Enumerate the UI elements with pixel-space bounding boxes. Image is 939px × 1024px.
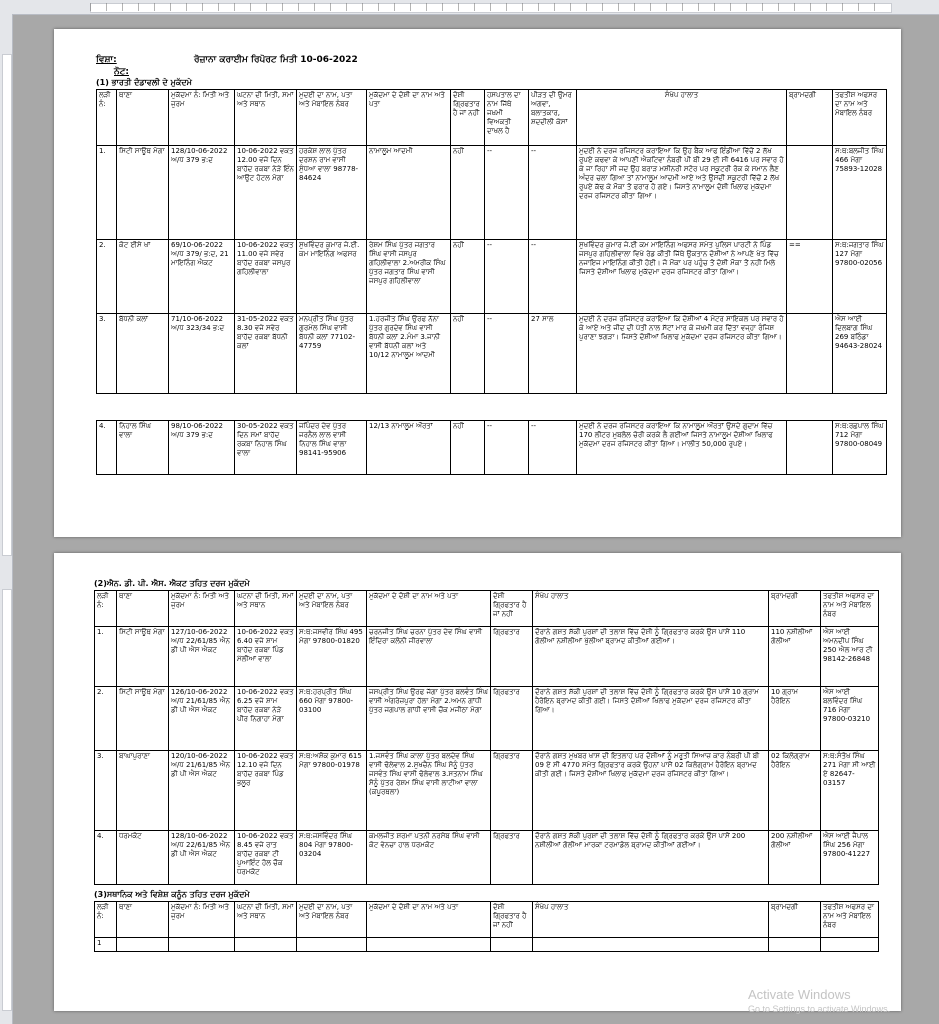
header-cell: ਥਾਣਾ <box>117 591 169 627</box>
cell: 27 ਸਾਲ <box>529 314 577 394</box>
cell: 120/10-06-2022 ਅ/ਧ 21/61/85 ਐਨ ਡੀ ਪੀ ਐਸ ਐਕਟ <box>169 751 235 831</box>
table-header-row <box>97 90 887 146</box>
cell: ਕੋਟ ਈਸੇ ਖਾਂ <box>117 240 169 314</box>
cell <box>235 938 297 952</box>
horizontal-ruler <box>0 0 939 15</box>
cell: ਐਸ ਆਈ ਜੈਪਾਲ ਸਿੰਘ 256 ਮੋਗਾ 97800-41227 <box>821 831 879 885</box>
cell: ਸੁਖਵਿੰਦਰ ਕੁਮਾਰ ਜੇ.ਈ. ਕਮ ਮਾਇਨਿੰਗ ਅਫਸਰ <box>297 240 367 314</box>
document-page-2 <box>54 553 901 1011</box>
cell: ਸ:ਥ:ਜਗਤਾਰ ਸਿੰਘ 127 ਮੋਗਾ 97800-02056 <box>833 240 887 314</box>
cell: ਸ:ਥ:ਜਸਵੀਰ ਸਿੰਘ 495 ਮੋਗਾ 97800-01820 <box>297 627 367 687</box>
cell: ਸਿਟੀ ਸਾਊਥ ਮੋਗਾ <box>117 627 169 687</box>
cell: 4. <box>95 831 117 885</box>
cell: ਸੁਖਵਿੰਦਰ ਕੁਮਾਰ ਜੇ.ਈ ਕਮ ਮਾਇਨਿੰਗ ਅਫਸਰ ਸਮੇਤ ਪੁਲਿਸ ਪਾਰਟੀ ਨੇ ਪਿੰਡ ਜਸਪੁਰ ਗਹਿਲੀਵਾਲਾ ਵਿਖੇ ਰੇਡ ਕੀਤੀ ਜਿੱਥੇ ਉਕਤਾਨ ਦੋਸ਼ੀਆਂ ਨੇ ਆਪਣੇ ਖੇਤ ਵਿੱਚ ਨਜਾਇਜ ਮਾਇਨਿੰਗ ਕੀਤੀ ਹੋਈ। ਜੋ ਮੌਕਾ ਪਰ ਪਹੁੰਚ ਤੋਂ ਦੋਸ਼ੀ ਮੌਕਾ ਤੋਂ ਨਹੀਂ ਮਿਲੇ ਜਿਸਤੇ ਦੋਸ਼ੀਆਂ ਖਿਲਾਫ ਮੁਕੱਦਮਾ ਦਰਜ ਰਜਿਸਟਰ ਕੀਤਾ ਗਿਆ। <box>577 240 787 314</box>
table-row <box>95 751 879 831</box>
cell: 10-06-2022 ਵਕਤ 6.40 ਵਜੇ ਸ਼ਾਮ ਬਾਹੱਦ ਰਕਬਾ ਪਿੰਡ ਮੱਲੀਆਂ ਵਾਲਾ <box>235 627 297 687</box>
cell: ਜਪਿੰਦਰ ਦੇਵ ਪੁੱਤਰ ਜਰਨੈਲ ਲਾਲ ਵਾਸੀ ਨਿਹਾਲ ਸਿੰਘ ਵਾਲਾ 98141-95906 <box>297 421 367 475</box>
cell: ਬਾਘਾਪੁਰਾਣਾ <box>117 751 169 831</box>
cell: 128/10-06-2022 ਅ/ਧ 379 ਭ:ਦ <box>169 146 235 240</box>
cell: -- <box>485 240 529 314</box>
cell: ਜਸਪ੍ਰੀਤ ਸਿੰਘ ਉਰਫ ਜੱਗਾ ਪੁੱਤਰ ਬਲਵੰਤ ਸਿੰਘ ਵਾਸੀ ਅੰਗਰੇਜ਼ਪੁਰਾ ਹੱਲਾ ਮੋਗਾ 2.ਅਮਨ ਗਾਂਧੀ ਪੁੱਤਰ ਜਗਪਾਲ ਗਾਂਧੀ ਵਾਸੀ ਚੌਕ ਮਜੀਠਾ ਮੋਗਾ <box>367 687 491 751</box>
cell <box>787 314 833 394</box>
local-special-law-cases-table <box>94 901 879 952</box>
cell: 3. <box>95 751 117 831</box>
cell: ਬੱਧਨੀ ਕਲਾਂ <box>117 314 169 394</box>
ndps-cases-table <box>94 590 879 885</box>
cell: ਸ:ਥ:ਬਲਜੀਤ ਸਿੰਘ 466 ਮੋਗਾ 75893-12028 <box>833 146 887 240</box>
cell: ਮੁਦਈ ਨੇ ਦਰਜ ਰਜਿਸਟਰ ਕਰਾਇਆ ਕਿ ਨਾਮਾਲੂਮ ਔਰਤਾਂ ਉਸਦੇ ਗੁਦਾਮ ਵਿੱਚ 170 ਲੀਟਰ ਮੁਬਲੋਲ ਚੋਰੀ ਕਰਕੇ ਲੈ ਗਈਆਂ ਜਿਸਤੇ ਨਾਮਾਲੂਮ ਦੋਸ਼ੀਆ ਖਿਲਾਫ ਮੁਕੱਦਮਾ ਦਰਜ ਰਜਿਸਟਰ ਕੀਤਾ ਗਿਆ। ਮਾਲੀਤ 50,000 ਰੁਪਏ। <box>577 421 787 475</box>
table-header-row <box>95 902 879 938</box>
section-3-heading: (3)ਸਥਾਨਿਕ ਅਤੇ ਵਿਸ਼ੇਸ਼ ਕਨੂੰਨ ਤਹਿਤ ਦਰਜ ਮੁਕੱਦਮੇ <box>94 890 250 899</box>
cell: 10-06-2022 ਵਕਤ 8.45 ਵਜੇ ਰਾਤ ਬਾਹੱਦ ਰਕਬਾ ਟੀ ਪੁਆਇੰਟ ਹੋਲ ਚੌਕ ਧਰਮਕੋਟ <box>235 831 297 885</box>
cell: 2. <box>95 687 117 751</box>
header-cell: ਮੁਕੱਦਮਾ ਦੇ ਦੋਸ਼ੀ ਦਾ ਨਾਮ ਅਤੇ ਪਤਾ <box>367 591 491 627</box>
cell: ਦੌਰਾਨੇ ਗਸ਼ਤ ਸ਼ੱਕੀ ਪੁਰਸ਼ਾਂ ਦੀ ਤਲਾਸ਼ ਵਿੱਚ ਦੋਸ਼ੀ ਨੂੰ ਗ੍ਰਿਫਤਾਰ ਕਰਕੇ ਉਸ ਪਾਸੋਂ 200 ਨਸ਼ੀਲੀਆਂ ਗੋਲੀਆਂ ਮਾਰਕਾ ਟਰਮਾਡੋਲ ਬ੍ਰਾਮਦ ਕੀਤੀਆਂ ਗਈਆਂ। <box>533 831 769 885</box>
cell: ਨਿਹਾਲ ਸਿੰਘ ਵਾਲਾ <box>117 421 169 475</box>
cell: ਚਰਨਜੀਤ ਸਿੰਘ ਚਰਨਾ ਪੁੱਤਰ ਦੇਵ ਸਿੰਘ ਵਾਸੀ ਇੰਦਿਰਾ ਕਲੋਨੀ ਜੀਰਵਾਲਾ <box>367 627 491 687</box>
cell: ਧਰਮਕੋਟ <box>117 831 169 885</box>
table-row <box>97 240 887 314</box>
header-cell: ਘਟਨਾ ਦੀ ਮਿਤੀ, ਸਮਾਂ ਅਤੇ ਸਥਾਨ <box>235 591 297 627</box>
header-cell: ਤਫਤੀਸ਼ ਅਫਸਰ ਦਾ ਨਾਮ ਅਤੇ ਮੋਬਾਇਲ ਨੰਬਰ <box>821 591 879 627</box>
header-cell: ਪੀੜਤ ਦੀ ਉਮਰ ਅਗਵਾ, ਬਲਾਤਕਾਰ, ਸ਼ਦਦੀਲੀ ਕੇਸਾਂ <box>529 90 577 146</box>
section-1-heading: (1) ਭਾਰਤੀ ਦੰਡਾਵਲੀ ਦੇ ਮੁਕੱਦਮੇ <box>96 78 192 87</box>
cell: 31-05-2022 ਵਕਤ 8.30 ਵਜੇ ਸਵੇਰ ਬਾਹੱਦ ਰਕਬਾ ਬੱਧਨੀ ਕਲਾਂ <box>235 314 297 394</box>
cell: -- <box>529 240 577 314</box>
header-cell: ਸੰਖੇਪ ਹਾਲਾਤ <box>533 591 769 627</box>
activate-windows-watermark <box>748 987 938 1015</box>
cell <box>169 938 235 952</box>
cell: ਸਿਟੀ ਸਾਊਥ ਮੋਗਾ <box>117 146 169 240</box>
header-cell: ਮੁਕੱਦਮਾ ਦੇ ਦੋਸ਼ੀ ਦਾ ਨਾਮ ਅਤੇ ਪਤਾ <box>367 902 491 938</box>
header-cell: ਬ੍ਰਾਮਦਗੀ <box>769 902 821 938</box>
cell <box>491 938 533 952</box>
header-cell: ਦੋਸ਼ੀ ਗ੍ਰਿਫਤਾਰ ਹੈ ਜਾਂ ਨਹੀਂ <box>491 902 533 938</box>
header-cell: ਥਾਣਾ <box>117 90 169 146</box>
cell: ਨਾਮਾਲੂਮ ਆਦਮੀ <box>367 146 451 240</box>
cell: 200 ਨਸ਼ੀਲੀਆਂ ਗੋਲੀਆਂ <box>769 831 821 885</box>
cell <box>769 938 821 952</box>
cell: ਦੌਰਾਨੇ ਗਸ਼ਤ ਸ਼ੱਕੀ ਪੁਰਸ਼ਾਂ ਦੀ ਤਲਾਸ਼ ਵਿੱਚ ਦੋਸ਼ੀ ਨੂੰ ਗ੍ਰਿਫਤਾਰ ਕਰਕੇ ਉਸ ਪਾਸੋਂ 10 ਗ੍ਰਾਮ ਹੈਰੋਇਨ ਬ੍ਰਾਮਦ ਕੀਤੀ ਗਈ। ਜਿਸਤੇ ਦੋਸ਼ੀਆਂ ਖਿਲਾਫ ਮੁਕੱਦਮਾ ਦਰਜ ਰਜਿਸਟਰ ਕੀਤਾ ਗਿਆ। <box>533 687 769 751</box>
cell: ਨਹੀਂ <box>451 421 485 475</box>
table-row <box>97 314 887 394</box>
cell: -- <box>485 146 529 240</box>
header-cell: ਮੁਕੱਦਮਾ ਨੰ: ਮਿਤੀ ਅਤੇ ਜੁਰਮ <box>169 902 235 938</box>
cell: ਸ:ਥ:ਸੰਤੋਖ ਸਿੰਘ 271 ਮੋਗਾ ਸੀ ਆਈ ਏ 82647-03157 <box>821 751 879 831</box>
cell: 1.ਹਰਜੀਤ ਸਿੰਘ ਉਰਫ ਨੱਨਾ ਪੁੱਤਰ ਗੁਰਦੇਵ ਸਿੰਘ ਵਾਸੀ ਬੱਧਨੀ ਕਲਾਂ 2.ਮੰਮਾ 3.ਜਾਨੀ ਵਾਸੀ ਬੱਧਨੀ ਕਲਾਂ ਅਤੇ 10/12 ਨਾਮਾਲੂਮ ਆਦਮੀ <box>367 314 451 394</box>
cell: ਐਸ ਆਈ ਦਿਲਬਾਗ ਸਿੰਘ 269 ਬਠਿੰਡਾ 94643-28024 <box>833 314 887 394</box>
header-cell: ਲੜੀ ਨੰ: <box>95 591 117 627</box>
cell: 10-06-2022 ਵਕਤ 6.25 ਵਜੇ ਸ਼ਾਮ ਬਾਹੱਦ ਰਕਬਾ ਨੇੜੇ ਪੀਰ ਨਿਗਾਹਾ ਮੋਗਾ <box>235 687 297 751</box>
table-row <box>95 627 879 687</box>
cell: 69/10-06-2022 ਅ/ਧ 379/ ਭ:ਦ, 21 ਮਾਇਨਿੰਗ ਐਕਟ <box>169 240 235 314</box>
table-row <box>95 938 879 952</box>
cell: ਮੁਦਈ ਨੇ ਦਰਜ ਰਜਿਸਟਰ ਕਰਾਇਆ ਕਿ ਦੋਸ਼ੀਆਂ 4 ਮੋਟਰ ਸਾਇਕਲ ਪਰ ਸਵਾਰ ਹੋ ਕੇ ਆਏ ਅਤੇ ਜੀਦ ਦੀ ਪੱਤੀ ਨਾਲ ਸੱਟਾਂ ਮਾਰ ਕੇ ਜਖਮੀ ਕਰ ਦਿੱਤਾ ਵਜ੍ਹਾ ਰੰਜਿਸ਼ ਪੁਰਾਣਾ ਝਗੜਾ। ਜਿਸਤੇ ਦੋਸ਼ੀਆਂ ਖਿਲਾਫ ਮੁਕੱਦਮਾ ਦਰਜ ਰਜਿਸਟਰ ਕੀਤਾ ਗਿਆ। <box>577 314 787 394</box>
cell: ਸ:ਥ:ਹਰਪ੍ਰੀਤ ਸਿੰਘ 660 ਮੋਗਾ 97800-03100 <box>297 687 367 751</box>
cell: -- <box>485 421 529 475</box>
cell: ਗ੍ਰਿਫਤਾਰ <box>491 751 533 831</box>
cell: ਗ੍ਰਿਫਤਾਰ <box>491 687 533 751</box>
watermark-subtitle: Go to Settings to activate Windows. <box>748 1004 891 1014</box>
header-cell: ਥਾਣਾ <box>117 902 169 938</box>
header-cell: ਸੰਖੇਪ ਹਾਲਾਤ <box>577 90 787 146</box>
watermark-title: Activate Windows <box>748 987 851 1002</box>
cell: 10-06-2022 ਵਕਤ 11.00 ਵਜੇ ਸਵੇਰ ਬਾਹੱਦ ਰਕਬਾ ਜਸਪੁਰ ਗਹਿਲੀਵਾਲਾ <box>235 240 297 314</box>
cell: ਮਨਪ੍ਰੀਤ ਸਿੰਘ ਪੁੱਤਰ ਗੁਰਮੇਲ ਸਿੰਘ ਵਾਸੀ ਬੱਧਨੀ ਕਲਾਂ 77102-47759 <box>297 314 367 394</box>
cell: 1 <box>95 938 117 952</box>
header-cell: ਹਸਪਤਾਲ ਦਾ ਨਾਮ ਜਿੱਥੇ ਜਖ਼ਮੀ ਵਿਅਕਤੀ ਦਾਖਲ ਹੈ <box>485 90 529 146</box>
cell: 3. <box>97 314 117 394</box>
cell: ਸ:ਥ:ਰਛਪਾਲ ਸਿੰਘ 712 ਮੋਗਾ 97800-08049 <box>833 421 887 475</box>
cell: ਰੇਸ਼ਮ ਸਿੰਘ ਪੁੱਤਰ ਜਗਤਾਰ ਸਿੰਘ ਵਾਸੀ ਜਸਪੁਰ ਗਹਿਲੀਵਾਲਾ 2.ਅਮਰੀਕ ਸਿੰਘ ਪੁੱਤਰ ਜਗਤਾਰ ਸਿੰਘ ਵਾਸੀ ਜਸਪੁਰ ਗਹਿਲੀਵਾਲਾ <box>367 240 451 314</box>
cell: 71/10-06-2022 ਅ/ਧ 323/34 ਭ:ਦ <box>169 314 235 394</box>
cell <box>367 938 491 952</box>
header-cell: ਸੰਖੇਪ ਹਾਲਾਤ <box>533 902 769 938</box>
cell: ਕਮਲਜੀਤ ਸ਼ਰਮਾ ਪਤਨੀ ਨਰਸੇਬ ਸਿੰਘ ਵਾਸੀ ਕੋਟ ਵੇਨਚਾ ਹਾਲ ਧਰਮਕੋਟ <box>367 831 491 885</box>
cell: 1.ਜਸਵੰਤ ਸਿੰਘ ਕਾਲਾ ਪੁੱਤਰ ਬਲਦੇਵ ਸਿੰਘ ਵਾਸੀ ਢੋਲੇਵਾਲ 2.ਸੁਖਚੈਨ ਸਿੰਘ ਸੋਨੂੰ ਪੁੱਤਰ ਜਸਵੰਤ ਸਿੰਘ ਵਾਸੀ ਢੋਲੇਵਾਲ 3.ਸਤਨਾਮ ਸਿੰਘ ਸੋਨੂੰ ਪੁੱਤਰ ਰੇਸ਼ਮ ਸਿੰਘ ਵਾਸੀ ਲਾਟੀਆਂ ਵਾਲਾ (ਕਪੂਰਥਲਾ) <box>367 751 491 831</box>
vertical-ruler <box>0 14 13 1024</box>
header-cell: ਘਟਨਾ ਦੀ ਮਿਤੀ, ਸਮਾਂ ਅਤੇ ਸਥਾਨ <box>235 90 297 146</box>
header-cell: ਮੁਦਈ ਦਾ ਨਾਮ, ਪਤਾ ਅਤੇ ਮੋਬਾਇਲ ਨੰਬਰ <box>297 90 367 146</box>
cell: ਗ੍ਰਿਫਤਾਰ <box>491 627 533 687</box>
cell: 10-06-2022 ਵਕਤ 12.10 ਵਜੇ ਦਿਨ ਬਾਹੱਦ ਰਕਬਾ ਪਿੰਡ ਭਲੂਰ <box>235 751 297 831</box>
cell: 1. <box>97 146 117 240</box>
cell <box>821 938 879 952</box>
cell: ਐਸ ਆਈ ਅਮਨਦੀਪ ਸਿੰਘ 250 ਐਲ ਆਰ ਟੀ 98142-26848 <box>821 627 879 687</box>
ipc-cases-table-continued <box>96 420 887 475</box>
header-cell: ਦੋਸ਼ੀ ਗ੍ਰਿਫਤਾਰ ਹੈ ਜਾਂ ਨਹੀਂ <box>451 90 485 146</box>
cell: ਦੌਰਾਨੇ ਗਸ਼ਤ ਮੁਖਬਰ ਖਾਸ ਦੀ ਇਤਲਾਹ ਪਰ ਦੋਸ਼ੀਆਂ ਨੂੰ ਮਰੂਤੀ ਸਿਆਜ਼ ਕਾਰ ਨੰਬਰੀ ਪੀ ਬੀ 09 ਏ ਸੀ 4770 ਸਮੇਤ ਗ੍ਰਿਫਤਾਰ ਕਰਕੇ ਉਹਨਾਂ ਪਾਸੋਂ 02 ਕਿਲੋਗ੍ਰਾਮ ਹੈਰੋਇਨ ਬ੍ਰਾਮਦ ਕੀਤੀ ਗਈ। ਜਿਸਤੇ ਦੋਸ਼ੀਆਂ ਖਿਲਾਫ ਮੁਕੱਦਮਾ ਦਰਜ ਰਜਿਸਟਰ ਕੀਤਾ ਗਿਆ। <box>533 751 769 831</box>
subject-label: ਵਿਸ਼ਾ: <box>96 55 117 65</box>
cell: 10 ਗ੍ਰਾਮ ਹੈਰੋਇਨ <box>769 687 821 751</box>
header-cell: ਮੁਕੱਦਮਾ ਦੇ ਦੋਸ਼ੀ ਦਾ ਨਾਮ ਅਤੇ ਪਤਾ <box>367 90 451 146</box>
cell: 4. <box>97 421 117 475</box>
cell: -- <box>485 314 529 394</box>
header-cell: ਮੁਦਈ ਦਾ ਨਾਮ, ਪਤਾ ਅਤੇ ਮੋਬਾਇਲ ਨੰਬਰ <box>297 591 367 627</box>
cell: -- <box>529 421 577 475</box>
cell: -- <box>529 146 577 240</box>
header-cell: ਤਫਤੀਸ਼ ਅਫਸਰ ਦਾ ਨਾਮ ਅਤੇ ਮੋਬਾਇਲ ਨੰਬਰ <box>833 90 887 146</box>
cell: 12/13 ਨਾਮਾਲੂਮ ਔਰਤਾਂ <box>367 421 451 475</box>
cell: ਐਸ ਆਈ ਬਲਵਿੰਦਰ ਸਿੰਘ 716 ਮੋਗਾ 97800-03210 <box>821 687 879 751</box>
table-row <box>97 421 887 475</box>
cell: ਸ:ਥ:ਜਸਵਿੰਦਰ ਸਿੰਘ 804 ਮੋਗਾ 97800-03204 <box>297 831 367 885</box>
cell: ਸ:ਥ:ਅਸ਼ੋਕ ਕੁਮਾਰ 615 ਮੋਗਾ 97800-01978 <box>297 751 367 831</box>
note-label: ਨੋਟ: <box>114 67 129 77</box>
cell: 128/10-06-2022 ਅ/ਧ 22/61/85 ਐਨ ਡੀ ਪੀ ਐਸ ਐਕਟ <box>169 831 235 885</box>
header-cell: ਮੁਕੱਦਮਾ ਨੰ: ਮਿਤੀ ਅਤੇ ਜੁਰਮ <box>169 90 235 146</box>
cell: ਹਰਕੇਸ਼ ਲਾਲ ਪੁੱਤਰ ਦਰਸ਼ਨ ਰਾਮ ਵਾਸੀ ਸੁੰਧਆ ਵਾਲਾ 98778-84624 <box>297 146 367 240</box>
cell: == <box>787 240 833 314</box>
cell <box>787 146 833 240</box>
table-row <box>95 831 879 885</box>
header-cell: ਲੜੀ ਨੰ: <box>95 902 117 938</box>
cell: 127/10-06-2022 ਅ/ਧ 22/61/85 ਐਨ ਡੀ ਪੀ ਐਸ ਐਕਟ <box>169 627 235 687</box>
cell: 2. <box>97 240 117 314</box>
cell <box>297 938 367 952</box>
cell: ਸਿਟੀ ਸਾਊਥ ਮੋਗਾ <box>117 687 169 751</box>
cell: ਨਹੀਂ <box>451 240 485 314</box>
cell: ਗ੍ਰਿਫਤਾਰ <box>491 831 533 885</box>
header-cell: ਤਫਤੀਸ਼ ਅਫਸਰ ਦਾ ਨਾਮ ਅਤੇ ਮੋਬਾਇਲ ਨੰਬਰ <box>821 902 879 938</box>
cell: 110 ਨਸ਼ੀਲੀਆਂ ਗੋਲੀਆਂ <box>769 627 821 687</box>
header-cell: ਬ੍ਰਾਮਦਗੀ <box>787 90 833 146</box>
cell: 1. <box>95 627 117 687</box>
header-cell: ਮੁਕੱਦਮਾ ਨੰ: ਮਿਤੀ ਅਤੇ ਜੁਰਮ <box>169 591 235 627</box>
table-row <box>95 687 879 751</box>
cell: ਦੌਰਾਨੇ ਗਸ਼ਤ ਸ਼ੱਕੀ ਪੁਰਸ਼ਾਂ ਦੀ ਤਲਾਸ਼ ਵਿੱਚ ਦੋਸ਼ੀ ਨੂੰ ਗ੍ਰਿਫਤਾਰ ਕਰਕੇ ਉਸ ਪਾਸੋਂ 110 ਗੋਲੀਆਂ ਨਸ਼ੀਲੀਆਂ ਖੁੱਲੀਆਂ ਬ੍ਰਾਮਦ ਕੀਤੀਆਂ ਗਈਆਂ। <box>533 627 769 687</box>
cell <box>117 938 169 952</box>
report-title: ਰੋਜ਼ਾਨਾ ਕਰਾਈਮ ਰਿਪੋਰਟ ਮਿਤੀ 10-06-2022 <box>194 55 358 65</box>
header-cell: ਬ੍ਰਾਮਦਗੀ <box>769 591 821 627</box>
ipc-cases-table <box>96 89 887 394</box>
cell: 30-05-2022 ਵਕਤ ਦਿਨ ਸਮਾਂ ਬਾਹੱਦ ਰਕਬਾ ਨਿਹਾਲ ਸਿੰਘ ਵਾਲਾ <box>235 421 297 475</box>
cell: 126/10-06-2022 ਅ/ਧ 21/61/85 ਐਨ ਡੀ ਪੀ ਐਸ ਐਕਟ <box>169 687 235 751</box>
section-2-heading: (2)ਐਨ. ਡੀ. ਪੀ. ਐਸ. ਐਕਟ ਤਹਿਤ ਦਰਜ ਮੁਕੱਦਮੇ <box>94 579 250 588</box>
header-cell: ਲੜੀ ਨੰ: <box>97 90 117 146</box>
cell <box>787 421 833 475</box>
cell: 10-06-2022 ਵਕਤ 12.00 ਵਜੇ ਦਿਨ ਬਾਹੱਦ ਰਕਬਾ ਨੇੜੇ ਇੰਨ ਆਉਟ ਹੋਟਲ ਮੋਗਾ <box>235 146 297 240</box>
header-cell: ਘਟਨਾ ਦੀ ਮਿਤੀ, ਸਮਾਂ ਅਤੇ ਸਥਾਨ <box>235 902 297 938</box>
cell: 98/10-06-2022 ਅ/ਧ 379 ਭ:ਦ <box>169 421 235 475</box>
header-cell: ਦੋਸ਼ੀ ਗ੍ਰਿਫਤਾਰ ਹੈ ਜਾਂ ਨਹੀਂ <box>491 591 533 627</box>
cell: ਮੁਦਈ ਨੇ ਦਰਜ ਰਜਿਸਟਰ ਕਰਾਇਆ ਕਿ ਉਹ ਬੈਂਕ ਆਫ ਇੰਡੀਆ ਵਿੱਚੋਂ 2 ਲੱਖ ਰੁਪਏ ਕਢਵਾ ਕੇ ਆਪਣੀ ਐਕਟਿਵਾ ਨੰਬਰੀ ਪੀ ਬੀ 29 ਈ ਸੀ 6416 ਪਰ ਸਵਾਰ ਹੋ ਕੇ ਜਾ ਰਿਹਾ ਸੀ ਜਦ ਉਹ ਬਰਾੜ ਮਸ਼ੀਨਰੀ ਸਟੋਰ ਪਰ ਸਕੂਟਰੀ ਰੋਕ ਕੇ ਸਮਾਨ ਲੈਣ ਅੰਦਰ ਚਲਾ ਗਿਆ ਤਾਂ ਨਾਮਾਲੂਮ ਆਦਮੀ ਆਏ ਅਤੇ ਉਸਦੀ ਸਕੂਟਰੀ ਵਿੱਚੋਂ 2 ਲੱਖ ਰੁਪਏ ਕੱਢ ਕੇ ਮੌਕਾ ਤੋਂ ਫਰਾਰ ਹੋ ਗਏ। ਜਿਸਤੇ ਨਾਮਾਲੂਮ ਦੋਸ਼ੀ ਖਿਲਾਫ ਮੁਕੱਦਮਾ ਦਰਜ ਰਜਿਸਟਰ ਕੀਤਾ ਗਿਆ। <box>577 146 787 240</box>
table-header-row <box>95 591 879 627</box>
header-cell: ਮੁਦਈ ਦਾ ਨਾਮ, ਪਤਾ ਅਤੇ ਮੋਬਾਇਲ ਨੰਬਰ <box>297 902 367 938</box>
table-row <box>97 146 887 240</box>
cell <box>533 938 769 952</box>
cell: 02 ਕਿਲੋਗ੍ਰਾਮ ਹੈਰੋਇਨ <box>769 751 821 831</box>
cell: ਨਹੀਂ <box>451 314 485 394</box>
cell: ਨਹੀਂ <box>451 146 485 240</box>
document-page-1 <box>54 29 901 537</box>
